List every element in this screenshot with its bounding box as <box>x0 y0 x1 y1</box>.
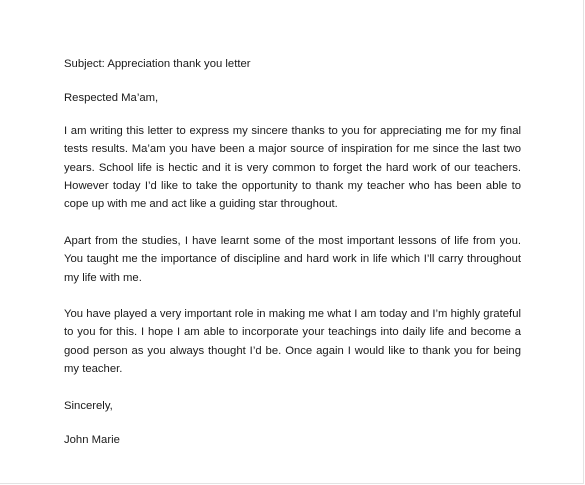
letter-paragraph-3: You have played a very important role in making me what I am today and I’m highly grateful to you for this. I hope I am able to incorporate your teachings into daily life and become a good person as you always thought I’d be. Once again I would like to thank you for being my teacher. <box>64 308 521 376</box>
letter-closing: Sincerely, <box>64 399 113 412</box>
letter-paragraph-1: I am writing this letter to express my sincere thanks to you for appreciating me for my final tests results. Ma’am you have been a major source of inspiration for me since the last two years. School life is hectic and it is very common to forget the hard work of our teachers. However today I’d like to take the opportunity to thank my teacher who has been able to cope up with me and act like a guiding star throughout. <box>64 124 521 211</box>
letter-paragraph-2: Apart from the studies, I have learnt some of the most important lessons of life from you. You taught me the importance of discipline and hard work in life which I’ll carry throughout my life with me. <box>64 234 521 284</box>
letter-subject: Subject: Appreciation thank you letter <box>64 58 251 70</box>
letter-signature: John Marie <box>64 434 120 447</box>
letter-salutation: Respected Ma’am, <box>64 92 159 105</box>
letter-body <box>64 55 521 450</box>
